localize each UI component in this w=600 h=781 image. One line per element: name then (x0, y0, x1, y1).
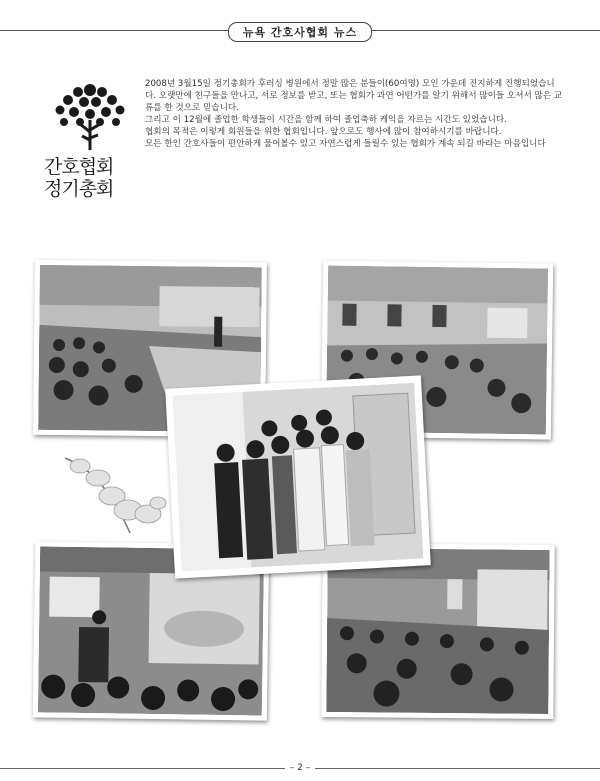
intro-paragraph: 2008년 3월15일 정기총회가 후러싱 병원에서 정말 많은 분들이(60여명) 모인 가운데 진지하게 진행되었습니다. 오랫만에 친구들을 만나고, 서로 정보를 받고, 또는 협회가 과연 어떤가를 알기 위해서 많이들 오셔서 많은 교류를 한 것으로 믿습니다. (145, 79, 563, 113)
photo-group (165, 375, 431, 578)
intro-text (145, 78, 565, 150)
tree-icon (40, 80, 140, 152)
association-logo (40, 80, 140, 200)
orchid-flower-decoration (60, 448, 170, 543)
logo-text-association: 간호협회 (44, 156, 114, 178)
intro-paragraph: 모든 한인 간호사들이 편안하게 물어볼수 있고 자연스럽게 들릴수 있는 협회가 계속 되길 바라는 마음입니다 (145, 139, 546, 149)
header-banner (228, 22, 372, 42)
intro-paragraph: 그리고 이 12월에 졸업한 학생들이 시간을 함께 하여 졸업축하 케익을 자르는 시간도 있었습니다. (145, 115, 507, 125)
logo-text-general-meeting: 정기총회 (44, 178, 114, 200)
page-number: – 2 – (289, 763, 311, 773)
newsletter-title: 뉴욕 간호사협회 뉴스 (242, 26, 358, 39)
page-number-box (285, 761, 315, 775)
intro-paragraph: 협회의 목적은 이렇게 회원들을 위한 협회입니다. 앞으로도 행사에 많이 참여하시기를 바랍니다. (145, 127, 502, 137)
photo-lecture-right (321, 543, 555, 719)
